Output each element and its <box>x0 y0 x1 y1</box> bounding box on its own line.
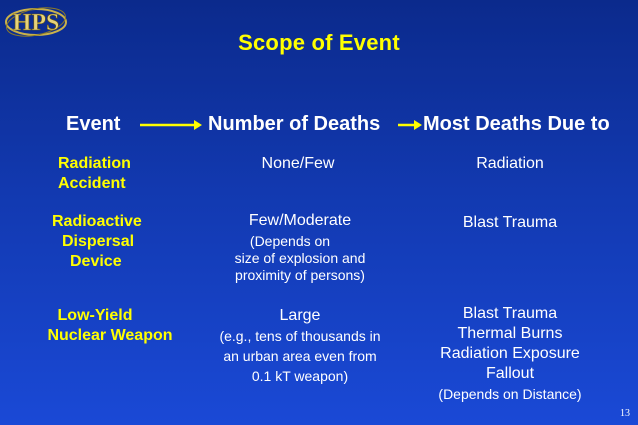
row-deaths <box>200 306 400 386</box>
cause-line: Radiation Exposure <box>440 345 580 362</box>
cause-line: Blast Trauma <box>462 305 558 322</box>
deaths-note: (e.g., tens of thousands in an urban area even from 0.1 kT weapon) <box>219 328 381 384</box>
cause-note: (Depends on Distance) <box>438 386 582 402</box>
header-event: Event <box>66 113 121 135</box>
arrow-right-icon <box>140 118 202 132</box>
row-cause <box>440 154 580 174</box>
event-line: Dispersal <box>62 233 135 250</box>
row-cause <box>418 304 602 403</box>
cause-line: Thermal Burns <box>457 325 563 342</box>
row-deaths <box>200 211 400 284</box>
cause-line: Radiation <box>476 155 544 172</box>
deaths-value: Few/Moderate <box>248 212 352 229</box>
row-event <box>52 212 172 272</box>
cause-line: Fallout <box>485 365 535 382</box>
event-line: Accident <box>58 175 126 192</box>
event-line: Nuclear Weapon <box>47 327 173 344</box>
row-deaths: None/Few <box>261 155 335 172</box>
event-line: Low-Yield <box>57 307 133 324</box>
slide-number: 13 <box>620 408 630 419</box>
cause-line: Blast Trauma <box>462 214 558 231</box>
deaths-note: (Depends on size of explosion and proximity of persons) <box>234 233 366 283</box>
header-deaths: Number of Deaths <box>208 113 381 135</box>
arrow-right-icon <box>398 118 422 132</box>
deaths-value: Large <box>279 307 321 324</box>
row-cause <box>440 213 580 233</box>
row-event <box>30 306 190 346</box>
event-line: Device <box>70 253 122 270</box>
header-cause: Most Deaths Due to <box>423 113 610 135</box>
event-line: Radiation <box>58 155 131 172</box>
event-line: Radioactive <box>52 213 142 230</box>
hps-logo-text: HPS <box>12 10 60 36</box>
slide-title: Scope of Event <box>238 30 400 55</box>
row-event <box>58 154 158 194</box>
